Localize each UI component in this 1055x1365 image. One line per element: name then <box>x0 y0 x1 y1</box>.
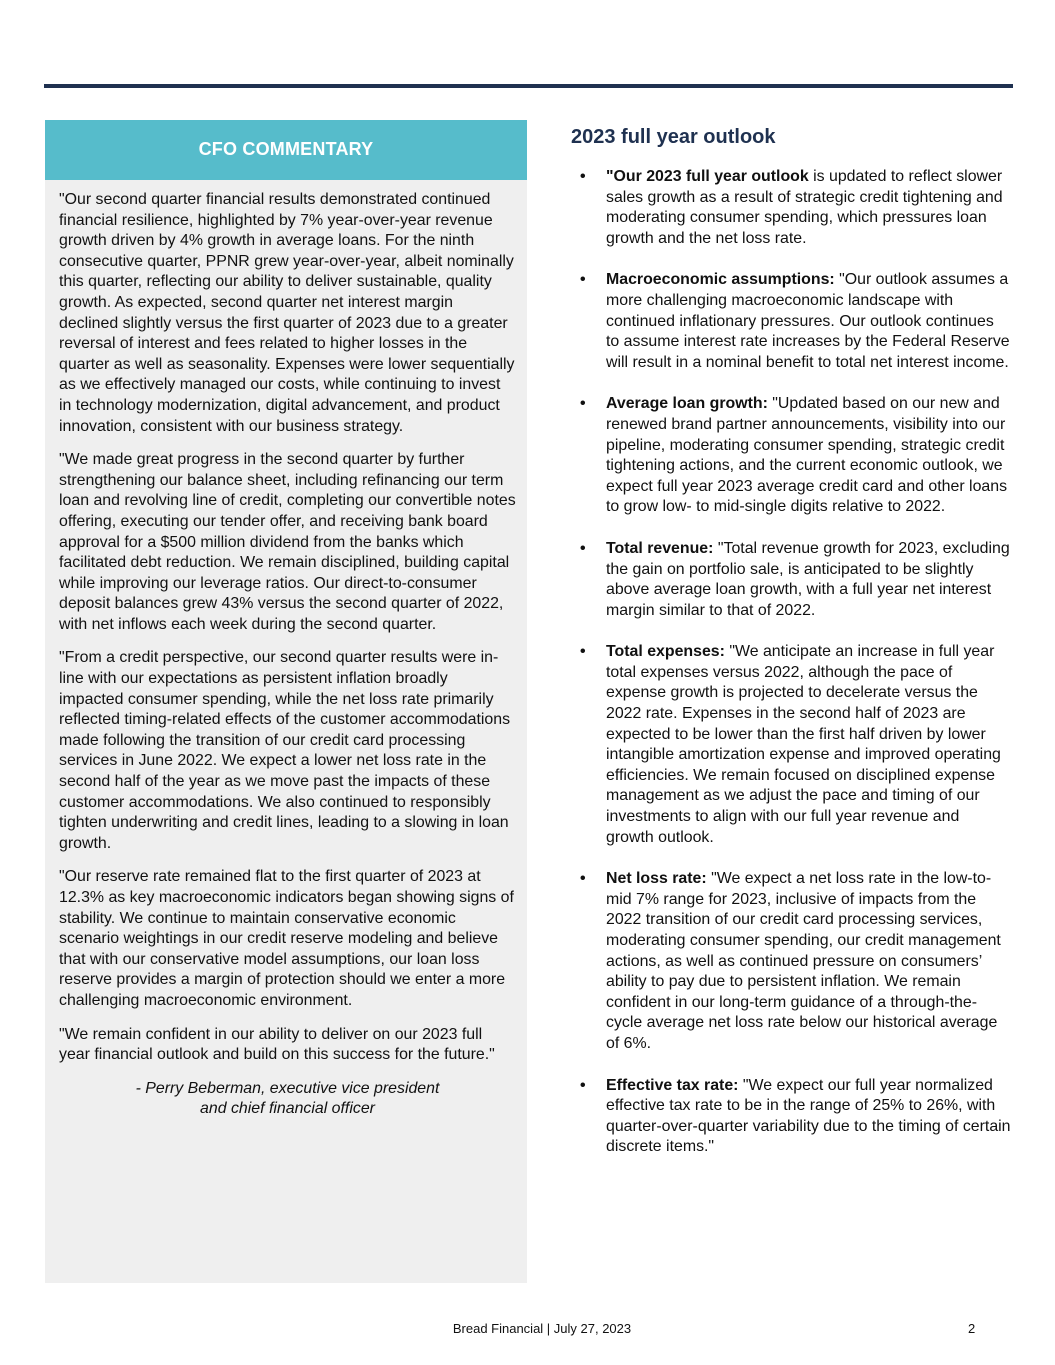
outlook-item-lead: Average loan growth: <box>606 395 768 413</box>
outlook-item <box>571 167 1011 249</box>
bullet-icon: • <box>580 870 586 888</box>
page-number: 2 <box>968 1321 976 1336</box>
bullet-icon: • <box>580 271 586 289</box>
cfo-signature <box>59 1079 516 1120</box>
commentary-paragraph: "From a credit perspective, our second quarter results were in-line with our expectations as persistent inflation broadly impacted consumer spending, while the net loss rate primarily reflected timing-related effects of the customer accommodations made following the transition of our credit card processing services in June 2022. We expect a lower net loss rate in the second half of the year as we move past the impacts of these customer accommodations. We also continued to responsibly tighten underwriting and credit lines, leading to a slowing in loan growth. <box>59 649 511 852</box>
outlook-item-text: "Total revenue growth for 2023, excluding the gain on portfolio sale, is anticipated to be slightly above average loan growth, with a full year net interest margin similar to that of 2022. <box>606 539 1010 619</box>
bullet-icon: • <box>580 539 586 557</box>
bullet-icon: • <box>580 643 586 661</box>
commentary-paragraph: "We remain confident in our ability to deliver on our 2023 full year financial outlook and build on this success for the future." <box>59 1025 495 1064</box>
footer-text: Bread Financial | July 27, 2023 <box>452 1321 632 1336</box>
outlook-item-text: "Our outlook assumes a more challenging macroeconomic landscape with continued inflationary pressures. Our outlook continues to assume interest rate increases by the Federal Reserve will result in a nominal benefit to total net interest income. <box>606 271 1010 371</box>
outlook-item-lead: Net loss rate: <box>606 870 707 888</box>
top-rule <box>44 84 1013 88</box>
outlook-item-lead: Macroeconomic assumptions: <box>606 271 835 289</box>
outlook-item-lead: "Our 2023 full year outlook <box>606 168 809 185</box>
bullet-icon: • <box>580 395 586 413</box>
outlook-item <box>571 1076 1011 1158</box>
outlook-item-text: "Updated based on our new and renewed brand partner announcements, visibility into our pipeline, moderating consumer spending, strategic credit tightening actions, and the current economic outlook, we expect full year 2023 average credit card and other loans to grow low- to mid-single digits relative to 2022. <box>606 395 1008 516</box>
cfo-commentary-header: CFO COMMENTARY <box>45 120 527 180</box>
outlook-item-text: "We anticipate an increase in full year total expenses versus 2022, although the pace of expense growth is projected to decelerate versus the 2022 rate. Expenses in the second half of 2023 are expected to be lower than the first half driven by lower intangible amortization expense and improved operating efficiencies. We remain focused on disciplined expense management as we adjust the pace and timing of our investments to align with our full year revenue and growth outlook. <box>606 643 1001 846</box>
signature-line: - Perry Beberman, executive vice president <box>135 1079 440 1097</box>
cfo-commentary-panel <box>45 120 527 1283</box>
outlook-item-lead: Total expenses: <box>606 643 725 661</box>
commentary-paragraph: "Our second quarter financial results demonstrated continued financial resilience, highlighted by 7% year-over-year revenue growth driven by 4% growth in average loans. For the ninth consecutive quarter, PPNR grew year-over-year, albeit nominally this quarter, reflecting our ability to deliver sustainable, quality growth. As expected, second quarter net interest margin declined slightly versus the first quarter of 2023 due to a greater reversal of interest and fees related to higher losses in the quarter as well as seasonality. Expenses were lower sequentially as we effectively managed our costs, while continuing to invest in technology modernization, digital advancement, and product innovation, consistent with our business strategy. <box>59 191 515 435</box>
outlook-list <box>571 167 1011 1158</box>
bullet-icon: • <box>580 168 586 185</box>
outlook-item <box>571 642 1011 848</box>
outlook-item <box>571 394 1011 518</box>
outlook-item <box>571 869 1011 1054</box>
outlook-item-text: "We expect a net loss rate in the low-to-mid 7% range for 2023, inclusive of impacts from the 2022 transition of our credit card processing services, moderating consumer spending, our credit management actions, as well as continued pressure on consumers’ ability to pay due to persistent inflation. We remain confident in our long-term guidance of a through-the-cycle average net loss rate below our historical average of 6%. <box>606 870 1001 1052</box>
outlook-item-lead: Total revenue: <box>606 539 714 557</box>
commentary-paragraph: "Our reserve rate remained flat to the first quarter of 2023 at 12.3% as key macroeconomic indicators began showing signs of stability. We continue to maintain conservative economic scenario weightings in our credit reserve modeling and believe that with our conservative model assumptions, our loan loss reserve provides a margin of protection should we enter a more challenging macroeconomic environment. <box>59 868 514 1009</box>
outlook-item-text: "We expect our full year normalized effective tax rate to be in the range of 25% to 26%, with quarter-over-quarter variability due to the timing of certain discrete items." <box>606 1076 1011 1156</box>
signature-line: and chief financial officer <box>200 1100 375 1118</box>
bullet-icon: • <box>580 1076 586 1094</box>
outlook-item <box>571 270 1011 373</box>
cfo-commentary-body <box>45 180 527 1120</box>
outlook-item-lead: Effective tax rate: <box>606 1076 739 1094</box>
commentary-paragraph: "We made great progress in the second quarter by further strengthening our balance sheet, including refinancing our term loan and revolving line of credit, completing our convertible notes offering, executing our tender offer, and receiving bank board approval for a $500 million dividend from the banks which facilitated debt reduction. We remain disciplined, building capital while improving our leverage ratios. Our direct-to-consumer deposit balances grew 43% versus the second quarter of 2022, with net inflows each week during the second quarter. <box>59 451 516 633</box>
outlook-item-text: is updated to reflect slower sales growth as a result of strategic credit tightening and moderating consumer spending, which pressures loan growth and the net loss rate. <box>606 168 1003 247</box>
outlook-section <box>571 126 1011 1179</box>
outlook-title: 2023 full year outlook <box>571 126 776 148</box>
outlook-item <box>571 539 1011 621</box>
